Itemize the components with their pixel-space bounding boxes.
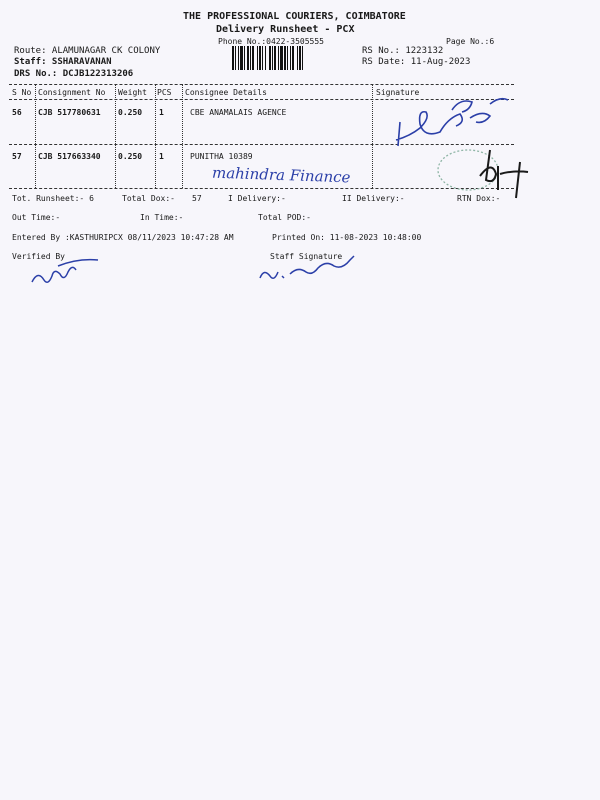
first-delivery-label: I Delivery:- [228,194,286,203]
barcode-image [232,46,354,70]
col-divider [155,84,156,188]
handwritten-note: mahindra Finance [211,163,351,187]
document-title: Delivery Runsheet - PCX [216,24,355,35]
row-consignee: CBE ANAMALAIS AGENCE [190,108,287,117]
staff-label: Staff: SSHARAVANAN [14,57,112,67]
staff-signature-label: Staff Signature [270,252,343,261]
route-label: Route: ALAMUNAGAR CK COLONY [14,46,161,56]
row-weight: 0.250 [118,152,143,161]
verified-by-label: Verified By [12,252,65,261]
col-header-weight: Weight [118,88,147,97]
row-pcs: 1 [159,108,164,117]
total-dox-value: 57 [192,194,202,203]
rs-number: RS No.: 1223132 [362,46,444,56]
rs-date: RS Date: 11-Aug-2023 [362,57,471,67]
col-header-consignment: Consignment No [38,88,106,97]
col-divider [35,84,36,188]
page-number: Page No.:6 [446,37,495,46]
phone-number: Phone No.:0422-3505555 [218,37,324,46]
row-consignment: CJB 517780631 [38,108,101,117]
row-sno: 56 [12,108,22,117]
in-time-label: In Time:- [140,213,184,222]
table-top-rule [9,84,514,85]
col-divider [182,84,183,188]
col-divider [372,84,373,188]
row-consignee: PUNITHA 10389 [190,152,253,161]
entered-by: Entered By :KASTHURIPCX 08/11/2023 10:47:28 AM [12,233,234,242]
col-header-signature: Signature [376,88,420,97]
verifier-signature [28,256,108,296]
col-header-consignee: Consignee Details [185,88,267,97]
drs-number: DRS No.: DCJB122313206 [14,69,134,79]
total-pod-label: Total POD:- [258,213,311,222]
second-delivery-label: II Delivery:- [342,194,405,203]
company-name: THE PROFESSIONAL COURIERS, COIMBATORE [183,11,406,22]
printed-on: Printed On: 11-08-2023 10:48:00 [272,233,422,242]
row-consignment: CJB 517663340 [38,152,101,161]
staff-signature [254,248,374,288]
return-dox-label: RTN Dox:- [457,194,501,203]
row-pcs: 1 [159,152,164,161]
col-header-sno: S No [12,88,32,97]
row-sno: 57 [12,152,22,161]
total-dox-label: Total Dox:- [122,194,175,203]
col-divider [115,84,116,188]
out-time-label: Out Time:- [12,213,61,222]
col-header-pcs: PCS [157,88,172,97]
total-runsheet: Tot. Runsheet:- 6 [12,194,94,203]
row-weight: 0.250 [118,108,143,117]
